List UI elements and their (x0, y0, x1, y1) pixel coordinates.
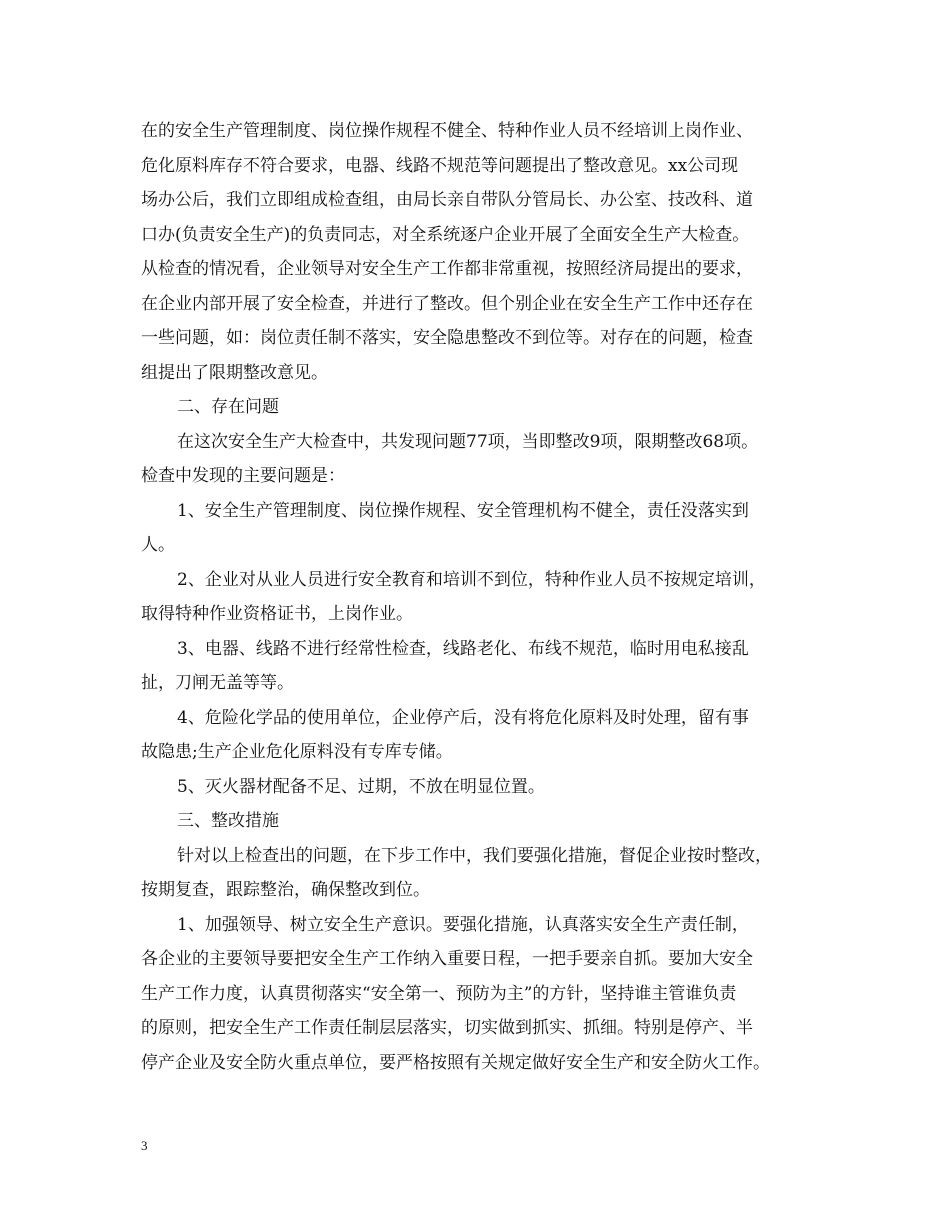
list-item-line: 故隐患;生产企业危化原料没有专库专储。 (141, 742, 453, 762)
document-body (141, 114, 831, 1080)
text-line: 在的安全生产管理制度、岗位操作规程不健全、特种作业人员不经培训上岗作业、 (141, 121, 753, 141)
text-line: 从检查的情况看，企业领导对安全生产工作都非常重视，按照经济局提出的要求， (141, 259, 753, 279)
list-item-line: 1、加强领导、树立安全生产意识。要强化措施，认真落实安全生产责任制， (177, 914, 749, 935)
text-line: 口办(负责安全生产)的负责同志，对全系统逐户企业开展了全面安全生产大检查。 (141, 224, 750, 245)
text-line: 针对以上检查出的问题，在下步工作中，我们要强化措施，督促企业按时整改， (177, 845, 772, 866)
text-line: 检查中发现的主要问题是： (141, 466, 345, 486)
section-heading: 二、存在问题 (177, 397, 279, 417)
list-item-line: 扯，刀闸无盖等等。 (141, 673, 294, 693)
text-line: 的原则，把安全生产工作责任制层层落实，切实做到抓实、抓细。特别是停产、半 (141, 1018, 753, 1038)
text-line: 各企业的主要领导要把安全生产工作纳入重要日程，一把手要亲自抓。要加大安全 (141, 949, 753, 969)
page-number: 3 (141, 1138, 148, 1153)
text-line: 按期复查，跟踪整治，确保整改到位。 (141, 880, 430, 900)
text-line: 组提出了限期整改意见。 (141, 362, 328, 383)
section-heading: 三、整改措施 (177, 811, 279, 831)
list-item-line: 4、危险化学品的使用单位，企业停产后，没有将危化原料及时处理，留有事 (177, 707, 749, 728)
text-line: 场办公后，我们立即组成检查组，由局长亲自带队分管局长、办公室、技改科、道 (141, 190, 753, 210)
list-item-line: 2、企业对从业人员进行安全教育和培训不到位，特种作业人员不按规定培训， (177, 569, 766, 590)
text-line: 在这次安全生产大检查中，共发现问题77项，当即整改9项，限期整改68项。 (177, 431, 759, 452)
text-line: 生产工作力度，认真贯彻落实“安全第一、预防为主”的方针，坚持谁主管谁负责 (141, 983, 737, 1004)
text-line: 危化原料库存不符合要求，电器、线路不规范等问题提出了整改意见。xx公司现 (141, 155, 739, 176)
list-item-line: 1、安全生产管理制度、岗位操作规程、安全管理机构不健全，责任没落实到 (177, 500, 749, 521)
text-line: 一些问题，如：岗位责任制不落实，安全隐患整改不到位等。对存在的问题，检查 (141, 328, 753, 348)
list-item-line: 取得特种作业资格证书，上岗作业。 (141, 604, 413, 624)
text-line: 在企业内部开展了安全检查，并进行了整改。但个别企业在安全生产工作中还存在 (141, 293, 753, 314)
list-item-line: 5、灭火器材配备不足、过期，不放在明显位置。 (177, 776, 545, 797)
text-line: 停产企业及安全防火重点单位，要严格按照有关规定做好安全生产和安全防火工作。 (141, 1052, 770, 1073)
list-item-line: 人。 (141, 535, 175, 555)
list-item-line: 3、电器、线路不进行经常性检查，线路老化、布线不规范，临时用电私接乱 (177, 638, 749, 659)
